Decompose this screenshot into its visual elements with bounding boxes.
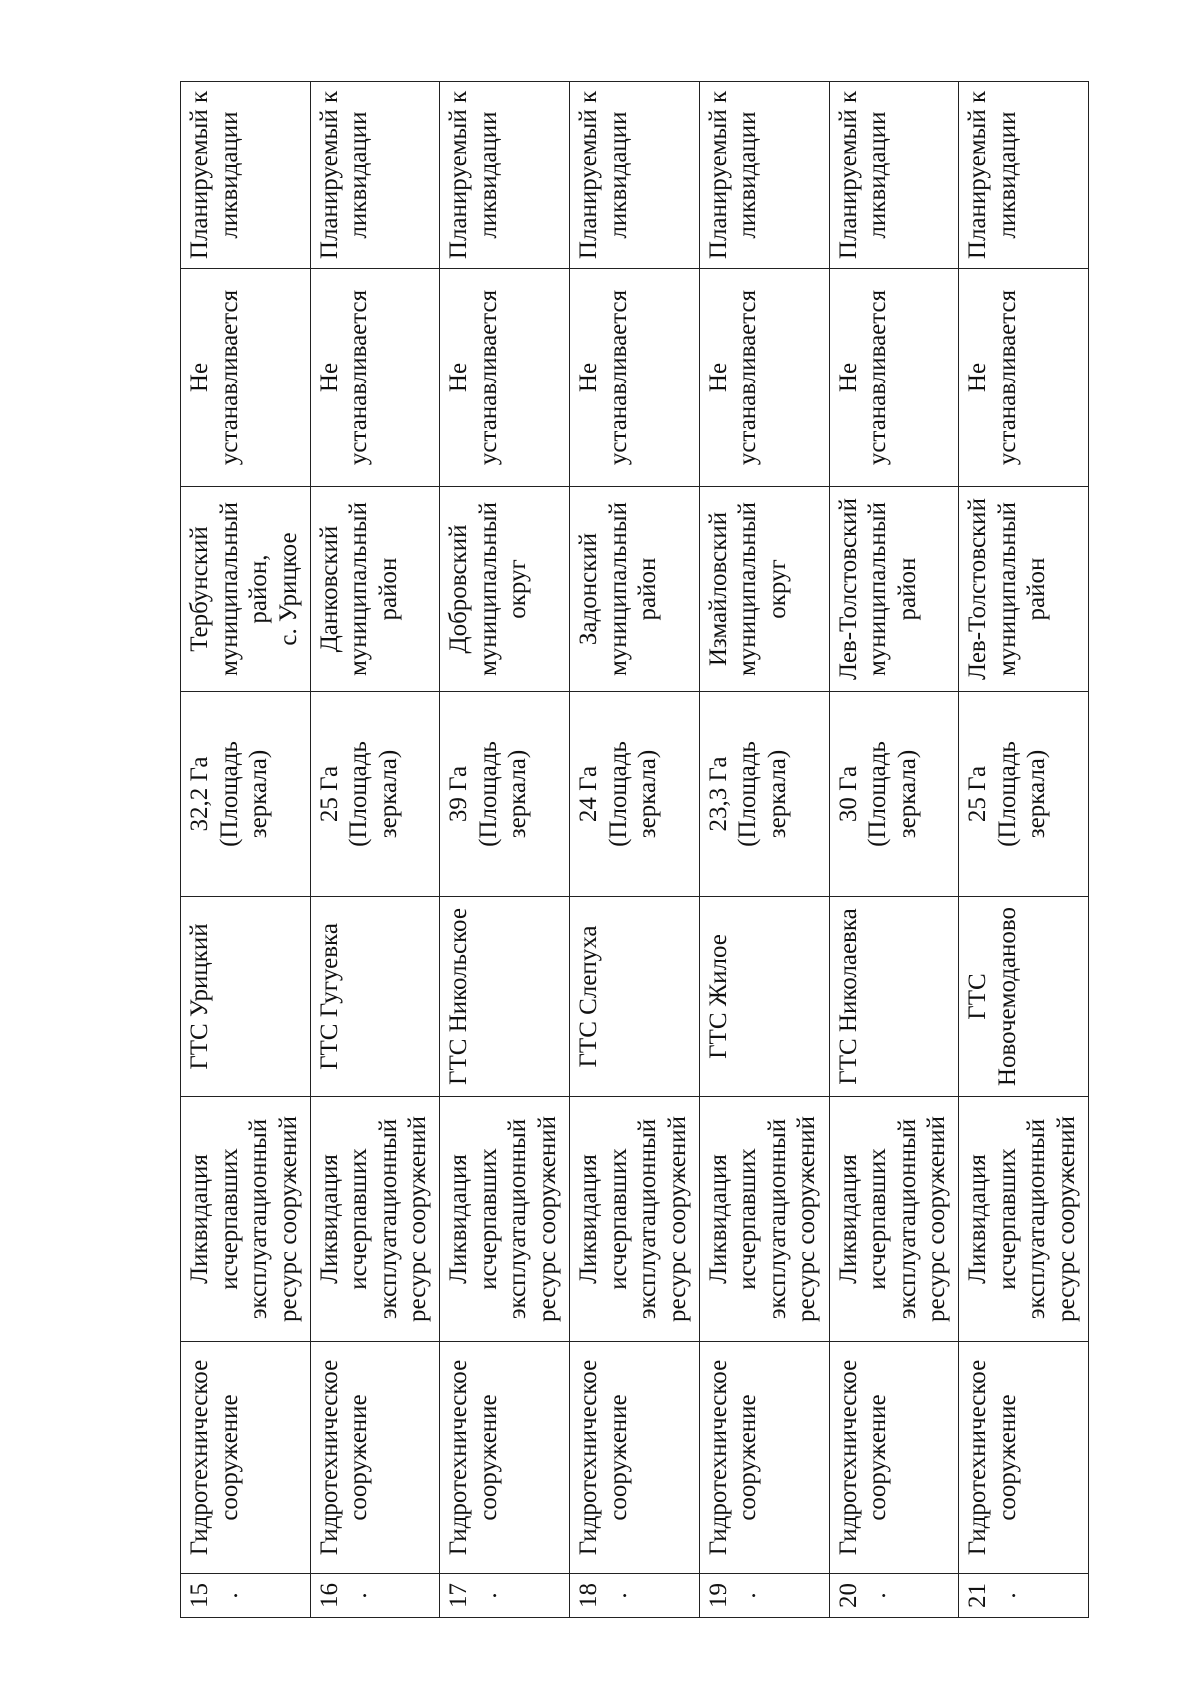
zone-cell: Не устанавливается	[440, 269, 570, 487]
purpose-line: исчерпавших	[345, 1148, 373, 1290]
status-line: ликвидации	[993, 111, 1021, 239]
zone-cell: Не устанавливается	[310, 269, 440, 487]
status-line: Планируемый к	[186, 90, 213, 260]
purpose-line: Ликвидация	[445, 1154, 473, 1284]
characteristics-line: (Площадь зеркала)	[993, 741, 1051, 847]
object-type-cell: Гидротехническое сооружение	[699, 1342, 829, 1574]
purpose-line: Ликвидация	[704, 1154, 732, 1284]
object-type-cell: Гидротехническое сооружение	[310, 1342, 440, 1574]
purpose-line: эксплуатационный	[1023, 1118, 1051, 1320]
zone-cell: Не устанавливается	[829, 269, 959, 487]
purpose-line: исчерпавших	[734, 1148, 762, 1290]
status-line: ликвидации	[734, 111, 762, 239]
purpose-line: ресурс сооружений	[663, 1116, 691, 1322]
status-line: Планируемый к	[704, 90, 732, 260]
status-cell	[570, 82, 700, 269]
location-cell	[570, 487, 700, 692]
location-line: муниципальный	[993, 502, 1021, 676]
purpose-cell	[310, 1097, 440, 1342]
zone-cell: Не устанавливается	[570, 269, 700, 487]
purpose-line: Ликвидация	[186, 1154, 213, 1284]
location-line: Лев-Толстовский	[834, 498, 862, 680]
purpose-line: эксплуатационный	[763, 1118, 791, 1320]
characteristics-cell	[440, 692, 570, 897]
characteristics-line: 39 Га	[445, 765, 473, 823]
location-line: район	[374, 557, 402, 621]
purpose-line: ресурс сооружений	[533, 1116, 561, 1322]
location-cell	[181, 487, 311, 692]
location-line: округ	[504, 559, 532, 619]
characteristics-cell	[570, 692, 700, 897]
rotated-page-content	[180, 82, 1088, 1618]
object-type-cell: Гидротехническое сооружение	[829, 1342, 959, 1574]
location-line: район,	[245, 554, 272, 624]
characteristics-line: 32,2 Га	[186, 756, 213, 832]
location-line: муниципальный	[734, 502, 762, 676]
characteristics-cell	[959, 692, 1089, 897]
object-type-cell: Гидротехническое сооружение	[959, 1342, 1089, 1574]
location-line: район	[634, 557, 662, 621]
location-line: муниципальный	[474, 502, 502, 676]
purpose-line: эксплуатационный	[245, 1118, 272, 1320]
status-cell	[181, 82, 311, 269]
location-line: Тербунский	[186, 526, 213, 652]
location-line: Данковский	[315, 525, 343, 653]
purpose-line: Ликвидация	[964, 1154, 992, 1284]
status-line: Планируемый к	[834, 90, 862, 260]
status-line: Планируемый к	[964, 90, 992, 260]
status-cell	[440, 82, 570, 269]
purpose-cell	[570, 1097, 700, 1342]
purpose-line: исчерпавших	[215, 1148, 243, 1290]
characteristics-line: 24 Га	[575, 765, 603, 823]
status-line: ликвидации	[345, 111, 373, 239]
table-row	[310, 82, 440, 1618]
purpose-line: ресурс сооружений	[404, 1116, 432, 1322]
location-line: район	[893, 557, 921, 621]
status-cell	[829, 82, 959, 269]
object-name-cell: ГТС Жилое	[699, 897, 829, 1097]
characteristics-cell	[829, 692, 959, 897]
table-row	[181, 82, 311, 1618]
location-line: Измайловский	[704, 511, 732, 667]
characteristics-line: (Площадь зеркала)	[474, 741, 532, 847]
characteristics-line: 23,3 Га	[704, 756, 732, 832]
purpose-cell	[181, 1097, 311, 1342]
purpose-line: ресурс сооружений	[1052, 1116, 1080, 1322]
characteristics-line: 30 Га	[834, 765, 862, 823]
characteristics-line: 25 Га	[315, 765, 343, 823]
location-line: район	[1023, 557, 1051, 621]
characteristics-cell	[181, 692, 311, 897]
purpose-line: Ликвидация	[315, 1154, 343, 1284]
row-number-cell: 17.	[440, 1574, 570, 1618]
object-name-cell: ГТС Николаевка	[829, 897, 959, 1097]
status-cell	[699, 82, 829, 269]
characteristics-line: (Площадь зеркала)	[734, 741, 791, 847]
location-line: Лев-Толстовский	[964, 498, 992, 680]
object-name-cell: ГТС Урицкий	[181, 897, 311, 1097]
zone-cell: Не устанавливается	[181, 269, 311, 487]
object-type-cell: Гидротехническое сооружение	[440, 1342, 570, 1574]
purpose-line: исчерпавших	[474, 1148, 502, 1290]
purpose-cell	[440, 1097, 570, 1342]
zone-cell: Не устанавливается	[699, 269, 829, 487]
status-cell	[310, 82, 440, 269]
characteristics-cell	[699, 692, 829, 897]
characteristics-line: (Площадь зеркала)	[864, 741, 921, 847]
purpose-line: эксплуатационный	[504, 1118, 532, 1320]
location-line: муниципальный	[604, 502, 632, 676]
row-number-cell: 15.	[181, 1574, 311, 1618]
table-row	[829, 82, 959, 1618]
location-line: с. Урицкое	[274, 532, 302, 646]
characteristics-cell	[310, 692, 440, 897]
characteristics-line: (Площадь зеркала)	[604, 741, 662, 847]
characteristics-line: 25 Га	[964, 765, 992, 823]
purpose-line: эксплуатационный	[374, 1118, 402, 1320]
object-name-cell: ГТС Слепуха	[570, 897, 700, 1097]
location-line: округ	[763, 559, 791, 619]
characteristics-line: (Площадь зеркала)	[345, 741, 402, 847]
status-line: ликвидации	[604, 111, 632, 239]
purpose-line: исчерпавших	[993, 1148, 1021, 1290]
purpose-line: Ликвидация	[834, 1154, 862, 1284]
purpose-line: Ликвидация	[575, 1154, 603, 1284]
row-number-cell: 20.	[829, 1574, 959, 1618]
status-line: ликвидации	[864, 111, 892, 239]
object-name-cell: ГТС Новочемоданово	[959, 897, 1089, 1097]
purpose-cell	[959, 1097, 1089, 1342]
row-number-cell: 18.	[570, 1574, 700, 1618]
purpose-line: эксплуатационный	[634, 1118, 662, 1320]
zone-cell: Не устанавливается	[959, 269, 1089, 487]
table-row	[699, 82, 829, 1618]
purpose-line: ресурс сооружений	[274, 1116, 302, 1322]
purpose-cell	[829, 1097, 959, 1342]
object-type-cell: Гидротехническое сооружение	[181, 1342, 311, 1574]
row-number-cell: 16.	[310, 1574, 440, 1618]
object-name-cell: ГТС Никольское	[440, 897, 570, 1097]
object-type-cell: Гидротехническое сооружение	[570, 1342, 700, 1574]
characteristics-line: (Площадь зеркала)	[215, 741, 272, 847]
purpose-cell	[699, 1097, 829, 1342]
location-line: Задонский	[575, 532, 603, 646]
status-cell	[959, 82, 1089, 269]
table-row	[570, 82, 700, 1618]
purpose-line: исчерпавших	[864, 1148, 892, 1290]
location-cell	[440, 487, 570, 692]
row-number-cell: 19.	[699, 1574, 829, 1618]
purpose-line: исчерпавших	[604, 1148, 632, 1290]
location-cell	[829, 487, 959, 692]
table-row	[440, 82, 570, 1618]
table-body	[181, 82, 1089, 1618]
location-cell	[959, 487, 1089, 692]
facilities-table	[180, 81, 1089, 1618]
status-line: Планируемый к	[315, 90, 343, 260]
location-cell	[699, 487, 829, 692]
row-number-cell: 21.	[959, 1574, 1089, 1618]
location-cell	[310, 487, 440, 692]
status-line: ликвидации	[215, 111, 243, 239]
location-line: муниципальный	[864, 502, 892, 676]
purpose-line: ресурс сооружений	[923, 1116, 951, 1322]
purpose-line: эксплуатационный	[893, 1118, 921, 1320]
location-line: Добровский	[445, 524, 473, 654]
status-line: Планируемый к	[575, 90, 603, 260]
location-line: муниципальный	[345, 502, 373, 676]
table-row	[959, 82, 1089, 1618]
object-name-cell: ГТС Гугуевка	[310, 897, 440, 1097]
purpose-line: ресурс сооружений	[793, 1116, 821, 1322]
location-line: муниципальный	[215, 502, 243, 676]
status-line: Планируемый к	[445, 90, 473, 260]
status-line: ликвидации	[474, 111, 502, 239]
